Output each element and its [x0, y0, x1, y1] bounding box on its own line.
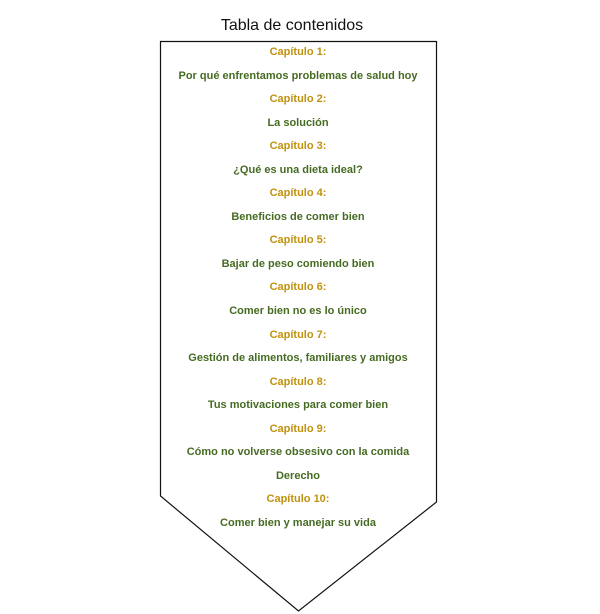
- chapter-number: Capítulo 5:: [269, 234, 327, 247]
- chapter-title: Cómo no volverse obsesivo con la comida: [186, 446, 410, 459]
- chapter-title: La solución: [267, 116, 329, 129]
- chapter-number: Capítulo 1:: [269, 46, 327, 58]
- chapter-title: Tus motivaciones para comer bien: [207, 399, 389, 412]
- chapter-title: Comer bien no es lo único: [229, 305, 367, 318]
- chapter-number: Capítulo 2:: [269, 93, 327, 106]
- table-of-contents: [160, 41, 436, 535]
- chapter-number: Capítulo 9:: [269, 422, 327, 435]
- page-title: Tabla de contenidos: [220, 17, 364, 34]
- chapter-title: Gestión de alimentos, familiares y amigos: [188, 352, 408, 365]
- chapter-title: Bajar de peso comiendo bien: [221, 257, 375, 270]
- chapter-title: Derecho: [275, 469, 321, 482]
- chapter-number: Capítulo 6:: [269, 281, 327, 294]
- chapter-title: Por qué enfrentamos problemas de salud hoy: [178, 69, 418, 82]
- chapter-title: ¿Qué es una dieta ideal?: [233, 163, 363, 176]
- chapter-number: Capítulo 4:: [269, 187, 327, 200]
- chapter-number: Capítulo 7:: [269, 328, 327, 341]
- chapter-number: Capítulo 8:: [269, 375, 327, 388]
- chapter-number: Capítulo 10:: [266, 493, 330, 506]
- chapter-title: Comer bien y manejar su vida: [220, 516, 376, 529]
- chapter-title: Beneficios de comer bien: [231, 210, 365, 223]
- chapter-number: Capítulo 3:: [269, 140, 327, 153]
